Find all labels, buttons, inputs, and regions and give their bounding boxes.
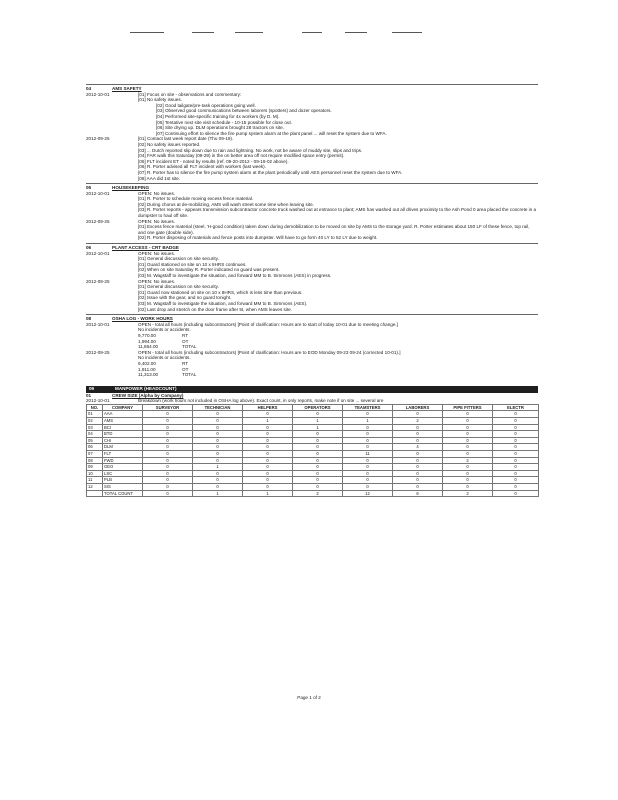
table-cell: 03 — [87, 424, 103, 431]
table-cell: 0 — [393, 470, 443, 477]
column-header: LABORERS — [393, 404, 443, 411]
section-number: 05 — [86, 185, 92, 191]
table-cell: 0 — [393, 431, 443, 438]
table-cell: 0 — [493, 464, 539, 471]
entry-date: 2012-10-01 — [86, 250, 110, 256]
entry-text: OPEN: No issues. — [138, 250, 176, 256]
table-row — [87, 484, 539, 491]
column-header: TEAMSTERS — [343, 404, 393, 411]
table-cell: SIS — [103, 484, 143, 491]
table-cell: 10 — [87, 470, 103, 477]
table-cell: 0 — [443, 470, 493, 477]
table-cell: 1 — [293, 424, 343, 431]
table-cell: 0 — [393, 477, 443, 484]
entry-note: No incidents or accidents. — [138, 327, 191, 333]
table-cell: 09 — [87, 464, 103, 471]
table-row — [87, 424, 539, 431]
table-cell: 0 — [193, 437, 243, 444]
table-cell: 11 — [87, 477, 103, 484]
total-cell — [87, 490, 103, 497]
table-cell: 02 — [87, 418, 103, 425]
table-cell: 0 — [293, 437, 343, 444]
total-cell: 1 — [243, 490, 293, 497]
entry-subitem: [02] No safety issues reported. — [138, 141, 201, 147]
table-cell: 11 — [343, 451, 393, 458]
table-row — [87, 464, 539, 471]
entry-subitem: [02] During chorus at de-mobilizing, AMS will wash street some time when leaving site. — [138, 201, 314, 207]
entry-subitem: [02] R. Porter disposing of materials and fence posts into dumpster. Will have to go form 40 LY to 52 LY due to weight. — [138, 235, 378, 241]
column-header: ELECTR — [493, 404, 539, 411]
entry-subitem: [04] Performed site-specific training for 4x workers (by D. M). — [156, 113, 280, 119]
entry-subitem: [01] Guard stationed on site on 10 x 8HRS continues. — [138, 261, 247, 267]
table-cell: 0 — [193, 457, 243, 464]
section-number: 04 — [86, 86, 92, 91]
total-cell: 2 — [293, 490, 343, 497]
table-cell: 0 — [193, 411, 243, 418]
table-cell: 0 — [143, 477, 193, 484]
hours-label: OT — [182, 366, 189, 372]
table-cell: 0 — [493, 457, 539, 464]
table-cell: 0 — [293, 457, 343, 464]
table-cell: 0 — [143, 484, 193, 491]
entry-subitem: [07] R. Porter has to silence the fire pump system alarm at the plant periodically until AES personnel reset the system due to WFA. — [138, 169, 403, 175]
column-header: TECHNICIAN — [193, 404, 243, 411]
table-cell: 0 — [243, 437, 293, 444]
table-cell: 0 — [243, 484, 293, 491]
table-cell: 0 — [193, 477, 243, 484]
table-cell: 0 — [393, 457, 443, 464]
table-cell: 0 — [343, 411, 393, 418]
entry-subitem: [03] R. Porter reports - appears transmission subcontractor concrete truck washed out at entrance to plant; AMS has washed out all drives proximity to the Ash Pond 0 area placed the concrete in a dumpster to haul off site. — [138, 207, 537, 219]
table-cell: CHI — [103, 437, 143, 444]
subsection-title: CREW SIZE (Alpha by Company) — [112, 392, 184, 398]
table-cell: 04 — [87, 431, 103, 438]
table-cell: 0 — [243, 457, 293, 464]
table-cell: 0 — [493, 477, 539, 484]
table-cell: 0 — [243, 464, 293, 471]
entry-text: OPEN: No issues. — [138, 278, 176, 284]
entry-date: 2012-09-25 — [86, 218, 110, 224]
section-title: OSHA LOG - WORK HOURS — [112, 316, 173, 322]
table-cell: 0 — [293, 431, 343, 438]
table-cell: 0 — [393, 451, 443, 458]
entry-text: OPEN: No issues. — [138, 218, 176, 224]
table-cell: 0 — [143, 464, 193, 471]
entry-text: OPEN - total all hours (including subcontractors) [Point of clarification: Hours are to EOD Monday 09-23 09-24 (corrected 10-01).] — [138, 349, 401, 355]
hours-label: OT — [182, 338, 189, 344]
table-cell: 0 — [493, 484, 539, 491]
entry-subitem: [03] Observed good communications between laborers (spotters) and dozer operators. — [156, 108, 332, 114]
table-cell: 0 — [443, 431, 493, 438]
table-cell: 0 — [493, 444, 539, 451]
total-cell: 0 — [143, 490, 193, 497]
table-cell: 0 — [443, 411, 493, 418]
table-row — [87, 470, 539, 477]
entry-date: 2012-10-01 — [86, 91, 110, 97]
entry-subitem: [03] M. Wagstaff to investigate the situation, and forward MM to B. Simmons (AES). — [138, 300, 308, 306]
entry-subitem: [06] Site drying up. DLM operations brought 28 tractors on site. — [156, 125, 284, 131]
entry-date: 2012-10-01 — [86, 321, 110, 327]
table-cell: 05 — [87, 437, 103, 444]
table-cell: 0 — [193, 418, 243, 425]
table-cell: 0 — [143, 424, 193, 431]
table-cell: 0 — [293, 470, 343, 477]
entry-date: 2012-10-01 — [86, 190, 110, 196]
table-cell: FLT — [103, 451, 143, 458]
section-number: 06 — [86, 245, 92, 251]
section-04 — [86, 84, 538, 181]
hours-row — [86, 372, 538, 378]
table-row — [87, 418, 539, 425]
column-header: PIPE FITTERS — [443, 404, 493, 411]
table-row — [87, 431, 539, 438]
entry-subitem: [01] General discussion on site security. — [138, 284, 219, 290]
table-cell: PLB — [103, 477, 143, 484]
table-row — [87, 411, 539, 418]
table-cell: 0 — [243, 451, 293, 458]
section-title: HOUSEKEEPING — [112, 185, 150, 191]
table-cell: 0 — [143, 470, 193, 477]
hours-label: TOTAL — [182, 372, 197, 378]
table-total-row — [87, 490, 539, 497]
table-cell: 0 — [493, 418, 539, 425]
section-title: MANPOWER (HEADCOUNT) — [115, 386, 177, 392]
table-cell: 1 — [193, 464, 243, 471]
table-cell: 0 — [443, 444, 493, 451]
entry-subitem: [01] No safety issues. — [138, 97, 182, 103]
table-cell: 0 — [393, 424, 443, 431]
total-cell: 12 — [343, 490, 393, 497]
entry-date: 2012-09-25 — [86, 278, 110, 284]
table-cell: 0 — [343, 477, 393, 484]
table-cell: 0 — [193, 424, 243, 431]
table-cell: 0 — [293, 411, 343, 418]
table-cell: 4 — [393, 444, 443, 451]
table-cell: 0 — [243, 477, 293, 484]
table-cell: 0 — [143, 411, 193, 418]
table-cell: 0 — [293, 464, 343, 471]
column-header: COMPANY — [103, 404, 143, 411]
entry-subitem: [02] Good tailgate/pre-task operations going well. — [156, 102, 256, 108]
table-cell: 0 — [343, 444, 393, 451]
section-number: 09 — [89, 386, 95, 392]
table-row — [87, 444, 539, 451]
hours-label: RT — [182, 332, 189, 338]
table-cell: 0 — [443, 418, 493, 425]
table-cell: 0 — [293, 477, 343, 484]
table-cell: 0 — [343, 437, 393, 444]
column-header: SURVEYOR — [143, 404, 193, 411]
entry-subitem: [01] Guard now stationed on site on 10 x 8HRS, which is less time than previous. — [138, 289, 303, 295]
entry-subitem: [05] Tentative next site visit schedule - 10-15 possible for close out. — [156, 119, 293, 125]
table-cell: 0 — [443, 484, 493, 491]
table-cell: 0 — [293, 444, 343, 451]
table-cell: 0 — [193, 470, 243, 477]
table-cell: FWD — [103, 457, 143, 464]
subsection-number: 01 — [86, 392, 92, 398]
table-cell: 0 — [343, 457, 393, 464]
table-cell: 0 — [343, 431, 393, 438]
hours-value: 1,911.00 — [138, 366, 156, 372]
table-cell: 0 — [343, 470, 393, 477]
entry-text: [01] Contact last week report date (Thu 09-19). — [138, 136, 234, 142]
section-08 — [86, 314, 538, 378]
section-title: AMS SAFETY — [112, 86, 142, 91]
entry-subitem: [02] When on site Saturday R. Porter indicated no guard was present. — [138, 267, 280, 273]
total-cell: 2 — [443, 490, 493, 497]
table-cell: 0 — [343, 464, 393, 471]
table-cell: 0 — [493, 411, 539, 418]
entry-subitem: [01] Excess fence material (steel, 'H-good condition) taken down during demobilization to be moved on site by AMS to the storage yard. R. Porter estimates about 150 LF of these fence, top rail, and one gate (double side). — [138, 224, 530, 235]
table-cell: 0 — [243, 424, 293, 431]
table-cell: 0 — [143, 451, 193, 458]
table-cell: AAA — [103, 411, 143, 418]
table-cell: LSC — [103, 470, 143, 477]
table-cell: 0 — [443, 464, 493, 471]
table-cell: 0 — [243, 431, 293, 438]
table-cell: 08 — [87, 457, 103, 464]
table-cell: 0 — [393, 411, 443, 418]
entry-note: No incidents or accidents. — [138, 355, 191, 361]
table-cell: 0 — [493, 470, 539, 477]
entry-text: [01] Focus on site - observations and commentary: — [138, 91, 242, 97]
total-cell: 1 — [193, 490, 243, 497]
table-cell: 0 — [443, 424, 493, 431]
table-cell: 0 — [343, 424, 393, 431]
table-cell: 0 — [193, 484, 243, 491]
table-row — [87, 451, 539, 458]
entry-subitem: [03] ... Dutch reported slip down due to rain and lightning. No work, not be aware of muddy site, slips and trips. — [138, 147, 363, 153]
table-cell: 06 — [87, 444, 103, 451]
table-cell: 0 — [143, 444, 193, 451]
section-title: PLANT ACCESS - CRT BADGE — [112, 245, 179, 251]
table-cell: 0 — [193, 431, 243, 438]
entry-date: 2012-10-01 — [86, 398, 110, 404]
hours-value: 9,770.00 — [138, 332, 156, 338]
entry-subitem: [01] R. Porter to schedule moving excess fence material. — [138, 196, 254, 202]
table-cell: 0 — [393, 484, 443, 491]
section-06 — [86, 243, 538, 312]
table-cell: 0 — [143, 418, 193, 425]
entry-subitem: [02] Last drop and stretch on the door frame after 5t, when AMS leaves site. — [138, 306, 292, 312]
hours-value: 9,402.00 — [138, 360, 156, 366]
hours-label: TOTAL — [182, 344, 197, 350]
entry-text: OPEN - total all hours (including subcontractors) [Point of clarification: Hours are to start of today 10-01 due to meeting change.] — [138, 321, 398, 327]
table-cell: 0 — [493, 424, 539, 431]
hours-value: 11,864.00 — [138, 344, 159, 350]
table-cell: 2 — [393, 418, 443, 425]
table-cell: BCI — [103, 424, 143, 431]
header-marks — [130, 32, 490, 35]
table-row — [87, 437, 539, 444]
entry-subitem: [03] M. Wagstaff to investigate the situation, and forward MM to B. Simmons (AES) in progress. — [138, 273, 332, 278]
total-cell: 6 — [393, 490, 443, 497]
crew-table — [86, 404, 539, 497]
section-05 — [86, 183, 538, 241]
table-cell: 01 — [87, 411, 103, 418]
hours-value: 11,313.00 — [138, 372, 159, 378]
table-row — [87, 457, 539, 464]
table-cell: 0 — [443, 451, 493, 458]
table-cell: 1 — [243, 418, 293, 425]
entry-subitem: [02] Issue with the gear, and no guard tonight. — [138, 295, 232, 301]
hours-label: RT — [182, 360, 189, 366]
column-header: NO. — [87, 404, 103, 411]
hours-value: 1,994.00 — [138, 338, 156, 344]
table-row — [87, 477, 539, 484]
entry-subitem: [01] General discussion on site security. — [138, 256, 219, 262]
table-cell: 0 — [243, 411, 293, 418]
table-cell: 0 — [493, 437, 539, 444]
total-cell: 0 — [493, 490, 539, 497]
page-number: Page 1 of 2 — [297, 695, 321, 700]
table-cell: 1 — [293, 418, 343, 425]
table-cell: 0 — [243, 470, 293, 477]
section-number: 08 — [86, 316, 92, 322]
entry-text: OPEN: No issues. — [138, 190, 176, 196]
table-cell: 0 — [143, 431, 193, 438]
manpower-bar — [86, 386, 538, 393]
table-cell: 0 — [343, 484, 393, 491]
table-cell: 07 — [87, 451, 103, 458]
table-cell: DLM — [103, 444, 143, 451]
table-header-row — [87, 404, 539, 411]
table-cell: 0 — [293, 484, 343, 491]
table-cell: 1 — [343, 418, 393, 425]
table-cell: 0 — [143, 457, 193, 464]
table-cell: 0 — [193, 451, 243, 458]
table-cell: 0 — [393, 437, 443, 444]
entry-date: 2012-09-25 — [86, 349, 110, 355]
table-cell: 0 — [193, 444, 243, 451]
entry-subitem: [05] FLT incident ET - noted by results (ref. 09-20-2012 - 09-18-02 above). — [138, 158, 289, 164]
table-cell: 0 — [493, 431, 539, 438]
table-cell: 0 — [493, 451, 539, 458]
table-cell: BTD — [103, 431, 143, 438]
column-header: OPERATORS — [293, 404, 343, 411]
table-cell: 0 — [393, 464, 443, 471]
table-cell: 2 — [443, 457, 493, 464]
entry-text: Breakdown (work hours not included in OSHA log above). Exact count, in only reports, make note if on site ... several are — [138, 398, 384, 404]
table-cell: 0 — [443, 477, 493, 484]
entry-date: 2012-09-25 — [86, 136, 110, 142]
table-cell: 12 — [87, 484, 103, 491]
table-cell: 0 — [293, 451, 343, 458]
entry-subitem: [08] AAA did 1st site. — [138, 175, 181, 181]
meeting-minutes-body — [86, 82, 538, 497]
crew-date-row — [86, 398, 538, 404]
table-cell: 0 — [443, 437, 493, 444]
table-cell: AMS — [103, 418, 143, 425]
entry-subitem: [07] Continuing effort to silence the fire pump system alarm at the plant panel ... will reset the system due to WFA. — [156, 130, 387, 136]
entry-subitem: [06] R. Porter advised all FLT incident with workers (last week). — [138, 164, 266, 170]
total-cell: TOTAL COUNT — [103, 490, 143, 497]
table-cell: 0 — [243, 444, 293, 451]
column-header: HELPERS — [243, 404, 293, 411]
table-cell: GEO — [103, 464, 143, 471]
entry-subitem: [04] FAR walk this Saturday (09-29) in the on better area off not require modified space entry (permit). — [138, 153, 345, 159]
table-cell: 0 — [143, 437, 193, 444]
